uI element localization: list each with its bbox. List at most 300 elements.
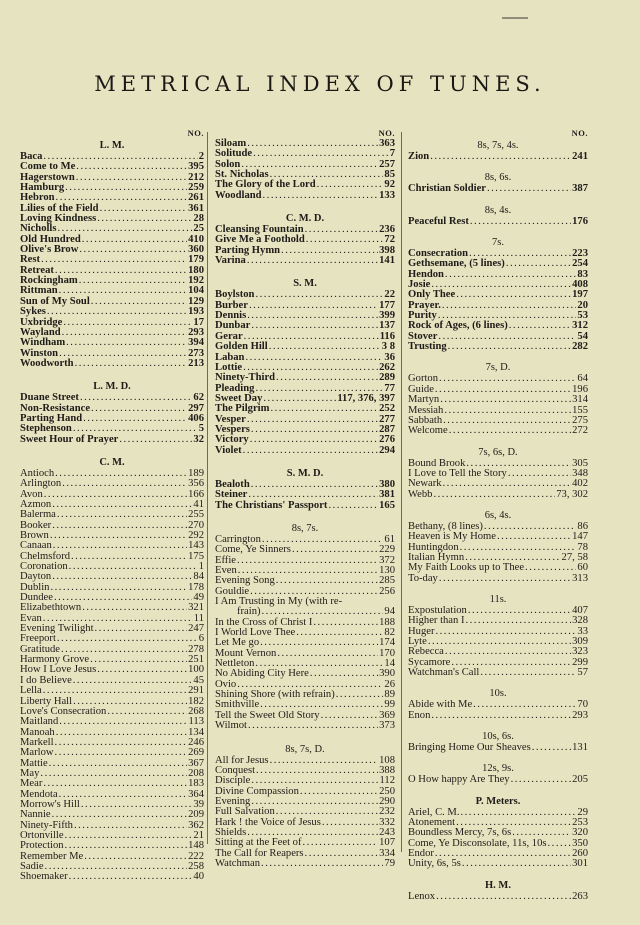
tune-entry xyxy=(408,426,588,436)
dot-leader xyxy=(497,532,571,542)
dot-leader xyxy=(247,311,378,321)
tune-number: 372 xyxy=(379,554,395,566)
tune-name: St. Nicholas xyxy=(215,169,269,181)
dot-leader xyxy=(95,624,188,634)
tune-name: Victory xyxy=(215,434,249,446)
tune-name: Azmon xyxy=(20,498,52,510)
tune-name: The Glory of the Lord xyxy=(215,179,316,191)
tune-entry xyxy=(20,479,204,489)
tune-number: 182 xyxy=(188,695,204,707)
tune-number: 73, 302 xyxy=(556,488,588,500)
tune-name: Guide xyxy=(408,383,434,395)
tune-name: Golden Hill xyxy=(215,341,268,353)
tune-name: Lenox xyxy=(408,890,436,902)
tune-entry xyxy=(408,627,588,637)
tune-number: 72 xyxy=(384,234,395,246)
dot-leader xyxy=(83,414,187,424)
tune-number: 64 xyxy=(577,373,588,385)
tune-name: Evan xyxy=(20,612,42,624)
tune-number: 241 xyxy=(572,151,588,162)
dot-leader xyxy=(256,766,378,776)
tune-entry xyxy=(408,342,588,352)
dot-leader xyxy=(250,435,378,445)
tune-entry xyxy=(215,342,395,352)
dot-leader xyxy=(50,583,187,593)
tune-name: Dennis xyxy=(215,310,247,322)
tune-name: Baca xyxy=(20,151,43,162)
tune-number: 328 xyxy=(572,615,588,627)
section-heading: S. M. xyxy=(293,278,317,290)
dot-leader xyxy=(75,359,188,369)
tune-number: 155 xyxy=(572,404,588,416)
tune-name: Solon xyxy=(215,158,241,170)
tune-name: How I Love Jesus xyxy=(20,664,97,676)
tune-number: 263 xyxy=(572,890,588,902)
tune-name: Evening xyxy=(215,795,251,807)
dot-leader xyxy=(80,393,192,403)
tune-number: 7 xyxy=(389,148,395,160)
dot-leader xyxy=(443,416,571,426)
dot-leader xyxy=(62,479,187,489)
dot-leader xyxy=(430,152,571,162)
tune-number: 282 xyxy=(572,341,588,353)
tune-number: 251 xyxy=(188,654,204,666)
tune-number: 113 xyxy=(188,716,204,728)
dot-leader xyxy=(439,574,571,584)
tune-number: 289 xyxy=(379,372,395,384)
tune-name: Lella xyxy=(20,685,42,697)
dot-leader xyxy=(317,180,384,190)
tune-name: Manoah xyxy=(20,726,55,738)
tune-entry xyxy=(215,256,395,266)
tune-name: Pleading xyxy=(215,382,255,394)
dot-leader xyxy=(81,800,193,810)
tune-name: Dublin xyxy=(20,581,50,593)
tune-entry xyxy=(20,435,204,445)
tune-number: 92 xyxy=(384,179,395,191)
section-gap xyxy=(408,352,588,361)
dot-leader xyxy=(65,183,187,193)
tune-number: 108 xyxy=(379,754,395,766)
section-heading: C. M. xyxy=(99,456,125,468)
tune-number: 5 xyxy=(198,423,204,435)
dot-leader xyxy=(436,892,571,902)
tune-name: Windham xyxy=(20,337,66,349)
tune-number: 176 xyxy=(572,215,588,227)
dot-leader xyxy=(468,606,571,616)
tune-number: 14 xyxy=(384,658,395,670)
tune-entry xyxy=(215,191,395,201)
tune-number: 134 xyxy=(188,726,204,738)
tune-number: 174 xyxy=(379,637,395,649)
tune-name: Hagerstown xyxy=(20,171,75,183)
dot-leader xyxy=(40,769,187,779)
tune-number: 45 xyxy=(193,674,204,686)
tune-name: Boundless Mercy, 7s, 6s xyxy=(408,827,512,839)
tune-number: 410 xyxy=(188,233,204,245)
section-heading: 7s, D. xyxy=(485,362,511,374)
tune-entry xyxy=(408,374,588,384)
dot-leader xyxy=(445,647,571,657)
tune-name: Lottie xyxy=(215,361,243,373)
tune-name: Violet xyxy=(215,444,242,456)
tune-entry xyxy=(215,859,395,869)
tune-name: Carrington xyxy=(215,533,261,545)
tune-name: frain) xyxy=(237,606,261,618)
dot-leader xyxy=(484,522,576,532)
tune-number: 148 xyxy=(188,840,204,852)
dot-leader xyxy=(247,139,378,149)
tune-name: Evening Song xyxy=(215,575,275,587)
tune-entry xyxy=(20,769,204,779)
tune-name: The Call for Reapers xyxy=(215,847,304,859)
dot-leader xyxy=(243,446,378,456)
tune-number: 273 xyxy=(188,347,204,359)
tune-number: 208 xyxy=(188,767,204,779)
tune-name: The Pilgrim xyxy=(215,403,270,415)
tune-number: 292 xyxy=(188,530,204,541)
tune-name: Ariel, C. M. xyxy=(408,806,460,818)
tune-name: Ovio xyxy=(215,678,237,690)
dot-leader xyxy=(49,759,187,769)
dot-leader xyxy=(100,204,188,214)
tune-name: Enon xyxy=(408,709,431,721)
dot-leader xyxy=(251,776,378,786)
tune-number: 2 xyxy=(198,151,204,162)
section-heading: 10s. xyxy=(489,688,507,700)
tune-entry xyxy=(20,359,204,369)
tune-number: 398 xyxy=(379,244,395,256)
tune-name: Newark xyxy=(408,478,442,490)
tune-entry xyxy=(408,859,588,869)
tune-name: Nettleton xyxy=(215,658,255,670)
tune-number: 79 xyxy=(384,857,395,869)
tune-name: Purity xyxy=(408,310,437,322)
dot-leader xyxy=(442,301,577,311)
tune-number: 189 xyxy=(188,467,204,479)
tune-number: 348 xyxy=(572,467,588,479)
tune-number: 236 xyxy=(379,224,395,236)
section-heading: 10s, 6s. xyxy=(482,731,514,743)
tune-number: 147 xyxy=(572,531,588,543)
tune-name: Smithville xyxy=(215,699,260,711)
dot-leader xyxy=(276,373,378,383)
index-column-3 xyxy=(408,128,588,902)
tune-name: Siloam xyxy=(215,138,247,149)
tune-name: Unity, 6s, 5s xyxy=(408,858,461,870)
tune-number: 131 xyxy=(572,742,588,754)
index-column-1 xyxy=(20,128,204,883)
tune-number: 84 xyxy=(193,571,204,583)
tune-number: 40 xyxy=(193,871,204,883)
dot-leader xyxy=(79,276,187,286)
dot-leader xyxy=(91,297,187,307)
tune-name: Protection xyxy=(20,840,64,852)
section-heading: 8s, 7s, D. xyxy=(285,743,325,755)
dot-leader xyxy=(52,572,192,582)
tune-name: Give Me a Foothold xyxy=(215,234,305,246)
dot-leader xyxy=(548,839,572,849)
tune-name: Varina xyxy=(215,255,246,267)
tune-name: Sitting at the Feet of xyxy=(215,837,302,849)
tune-name: Dayton xyxy=(20,571,52,583)
dot-leader xyxy=(303,838,379,848)
dot-leader xyxy=(247,256,378,266)
tune-name: Retreat xyxy=(20,264,54,276)
tune-number: 94 xyxy=(384,606,395,618)
dot-leader xyxy=(310,669,378,679)
tune-name: Solitude xyxy=(215,148,253,160)
tune-number: 193 xyxy=(188,306,204,318)
column-divider xyxy=(401,132,402,852)
tune-number: 259 xyxy=(188,182,204,194)
section-gap xyxy=(215,511,395,522)
tune-entry xyxy=(20,338,204,348)
dot-leader xyxy=(97,665,187,675)
tune-number: 89 xyxy=(384,689,395,701)
dot-leader xyxy=(50,531,187,541)
tune-name: Endor xyxy=(408,848,434,860)
section-heading: 8s, 7s, 4s. xyxy=(477,140,519,151)
tune-number: 290 xyxy=(379,795,395,807)
tune-entry xyxy=(215,776,395,786)
dot-leader xyxy=(247,415,378,425)
tune-entry xyxy=(215,404,395,414)
dot-leader xyxy=(82,603,187,613)
section-gap xyxy=(408,162,588,171)
tune-name: Trusting xyxy=(408,341,447,353)
tune-name: Divine Compassion xyxy=(215,785,299,797)
tune-entry xyxy=(20,852,204,862)
tune-entry xyxy=(408,700,588,710)
dot-leader xyxy=(62,328,187,338)
tune-name: Let Me go xyxy=(215,637,260,649)
tune-name: Abide with Me xyxy=(408,699,473,711)
tune-number: 175 xyxy=(188,550,204,562)
section-heading: 7s, 6s, D. xyxy=(478,446,518,458)
tune-number: 86 xyxy=(577,520,588,532)
section-gap xyxy=(215,732,395,743)
tune-number: 262 xyxy=(379,361,395,373)
dot-leader xyxy=(506,259,571,269)
tune-number: 380 xyxy=(379,478,395,490)
tune-number: 253 xyxy=(572,817,588,829)
page-title: METRICAL INDEX OF TUNES. xyxy=(94,72,546,97)
dot-leader xyxy=(261,859,383,869)
tune-name: Hendon xyxy=(408,268,444,280)
tune-number: 291 xyxy=(188,685,204,697)
tune-name: Brown xyxy=(20,530,49,541)
tune-number: 49 xyxy=(193,592,204,604)
tune-number: 213 xyxy=(188,357,204,369)
tune-name: Shields xyxy=(215,826,247,838)
tune-number: 116 xyxy=(379,330,395,342)
dot-leader xyxy=(440,395,571,405)
dot-leader xyxy=(255,290,383,300)
tune-number: 367 xyxy=(188,757,204,769)
section-gap xyxy=(408,584,588,593)
tune-number: 3 8 xyxy=(381,341,395,353)
section-heading: L. M. D. xyxy=(93,381,131,393)
tune-name: May xyxy=(20,767,40,779)
tune-name: Booker xyxy=(20,519,52,531)
tune-name: Stover xyxy=(408,330,438,342)
tune-number: 323 xyxy=(572,646,588,658)
dot-leader xyxy=(84,852,187,862)
tune-name: Remember Me xyxy=(20,850,84,862)
dot-leader xyxy=(470,217,571,227)
tune-number: 362 xyxy=(188,819,204,831)
tune-number: 197 xyxy=(572,289,588,301)
tune-name: Ninety-Third xyxy=(215,372,276,384)
dot-leader xyxy=(263,191,379,201)
tune-name: Parting Hymn xyxy=(215,244,281,256)
tune-number: 272 xyxy=(572,425,588,437)
tune-name: Liberty Hall xyxy=(20,695,73,707)
tune-entry xyxy=(215,556,395,566)
tune-number: 255 xyxy=(188,509,204,521)
number-column-header: NO. xyxy=(571,128,588,138)
dot-leader xyxy=(276,576,378,586)
tune-number: 320 xyxy=(572,827,588,839)
tune-name: Arlington xyxy=(20,478,62,490)
tune-number: 297 xyxy=(188,402,204,414)
tune-number: 387 xyxy=(572,183,588,195)
number-column-header: NO. xyxy=(378,128,395,138)
tune-name: Wilmot xyxy=(215,720,247,732)
tune-number: 363 xyxy=(379,138,395,149)
dot-leader xyxy=(59,717,187,727)
tune-number: 321 xyxy=(188,602,204,614)
tune-number: 178 xyxy=(188,581,204,593)
section-heading: 7s. xyxy=(492,237,504,249)
dot-leader xyxy=(55,748,188,758)
tune-entry xyxy=(408,892,588,902)
tune-name: Ortonville xyxy=(20,829,64,841)
tune-name: Mount Vernon xyxy=(215,647,277,659)
tune-name: I do Believe xyxy=(20,674,72,686)
dot-leader xyxy=(449,426,571,436)
tune-number: 256 xyxy=(379,585,395,597)
dot-leader xyxy=(511,775,572,785)
section-gap xyxy=(408,227,588,236)
tune-number: 36 xyxy=(384,351,395,363)
dot-leader xyxy=(292,545,378,555)
tune-number: 11 xyxy=(193,612,204,624)
tune-name: Antioch xyxy=(20,467,55,479)
tune-number: 360 xyxy=(188,244,204,256)
tune-name: Love's Consecration xyxy=(20,705,107,717)
tune-entry xyxy=(20,872,204,882)
tune-name: Cleansing Fountain xyxy=(215,224,304,236)
tune-name: Atonement xyxy=(408,817,456,829)
number-column-header: NO. xyxy=(187,128,204,138)
tune-number: 408 xyxy=(572,279,588,291)
tune-name: Bealoth xyxy=(215,478,250,490)
tune-name: Peaceful Rest xyxy=(408,215,469,227)
dot-leader xyxy=(65,831,193,841)
section-gap xyxy=(408,437,588,446)
tune-number: 20 xyxy=(577,299,588,311)
tune-name: Gerar xyxy=(215,330,243,342)
dot-leader xyxy=(91,404,187,414)
tune-number: 26 xyxy=(384,678,395,690)
tune-name: Sadie xyxy=(20,861,44,872)
dot-leader xyxy=(438,332,576,342)
dot-leader xyxy=(82,235,187,245)
tune-name: Gouldie xyxy=(215,585,250,597)
tune-number: 1 xyxy=(198,561,204,573)
tune-name: Christian Soldier xyxy=(408,183,486,195)
tune-name: Markell xyxy=(20,736,54,748)
tune-name: Marlow xyxy=(20,747,54,759)
dot-leader xyxy=(509,321,571,331)
dot-leader xyxy=(532,743,571,753)
tune-name: Shining Shore (with refrain) xyxy=(215,689,335,701)
tune-number: 314 xyxy=(572,394,588,406)
tune-number: 196 xyxy=(572,383,588,395)
column-divider xyxy=(207,132,208,844)
tune-entry xyxy=(20,245,204,255)
tune-number: 166 xyxy=(188,488,204,500)
tune-name: Conquest xyxy=(215,764,256,776)
dot-leader xyxy=(465,616,571,626)
tune-name: I Am Trusting in My (with re- xyxy=(215,596,343,608)
tune-entry xyxy=(408,395,588,405)
tune-name: Messiah xyxy=(408,404,444,416)
tune-number: 350 xyxy=(572,837,588,849)
tune-number: 6 xyxy=(198,633,204,645)
tune-number: 243 xyxy=(379,826,395,838)
tune-name: Sweet Hour of Prayer xyxy=(20,433,119,445)
dot-leader xyxy=(251,425,378,435)
dot-leader xyxy=(43,779,187,789)
dot-leader xyxy=(57,510,187,520)
tune-number: 61 xyxy=(384,533,395,545)
tune-number: 21 xyxy=(193,829,204,841)
tune-number: 275 xyxy=(572,414,588,426)
tune-entry xyxy=(408,152,588,162)
tune-name: The Christians' Passport xyxy=(215,499,328,511)
dot-leader xyxy=(456,290,571,300)
dot-leader xyxy=(322,818,378,828)
tune-entry xyxy=(408,490,588,500)
tune-number: 276 xyxy=(379,434,395,446)
dot-leader xyxy=(445,270,576,280)
tune-name: Gratitude xyxy=(20,643,61,655)
tune-name: Ninety-Fifth xyxy=(20,819,73,831)
tune-number: 294 xyxy=(379,444,395,456)
tune-number: 250 xyxy=(379,785,395,797)
section-heading: L. M. xyxy=(99,140,125,151)
tune-name: Bringing Home Our Sheaves xyxy=(408,742,531,754)
tune-name: My Faith Looks up to Thee xyxy=(408,562,525,574)
tune-name: To-day xyxy=(408,572,438,584)
dot-leader xyxy=(76,173,187,183)
tune-name: Steiner xyxy=(215,489,248,501)
dot-leader xyxy=(76,162,187,172)
tune-number: 60 xyxy=(577,562,588,574)
tune-name: Come, Ye Disconsolate, 11s, 10s xyxy=(408,837,547,849)
tune-name: Come to Me xyxy=(20,161,76,173)
dot-leader xyxy=(57,634,198,644)
tune-name: Come, Ye Sinners xyxy=(215,544,291,556)
tune-entry xyxy=(408,217,588,227)
tune-name: Evening Twilight xyxy=(20,623,94,635)
section-heading: H. M. xyxy=(485,879,511,891)
tune-name: Mattie xyxy=(20,757,48,769)
tune-name: No Abiding City Here xyxy=(215,668,309,680)
